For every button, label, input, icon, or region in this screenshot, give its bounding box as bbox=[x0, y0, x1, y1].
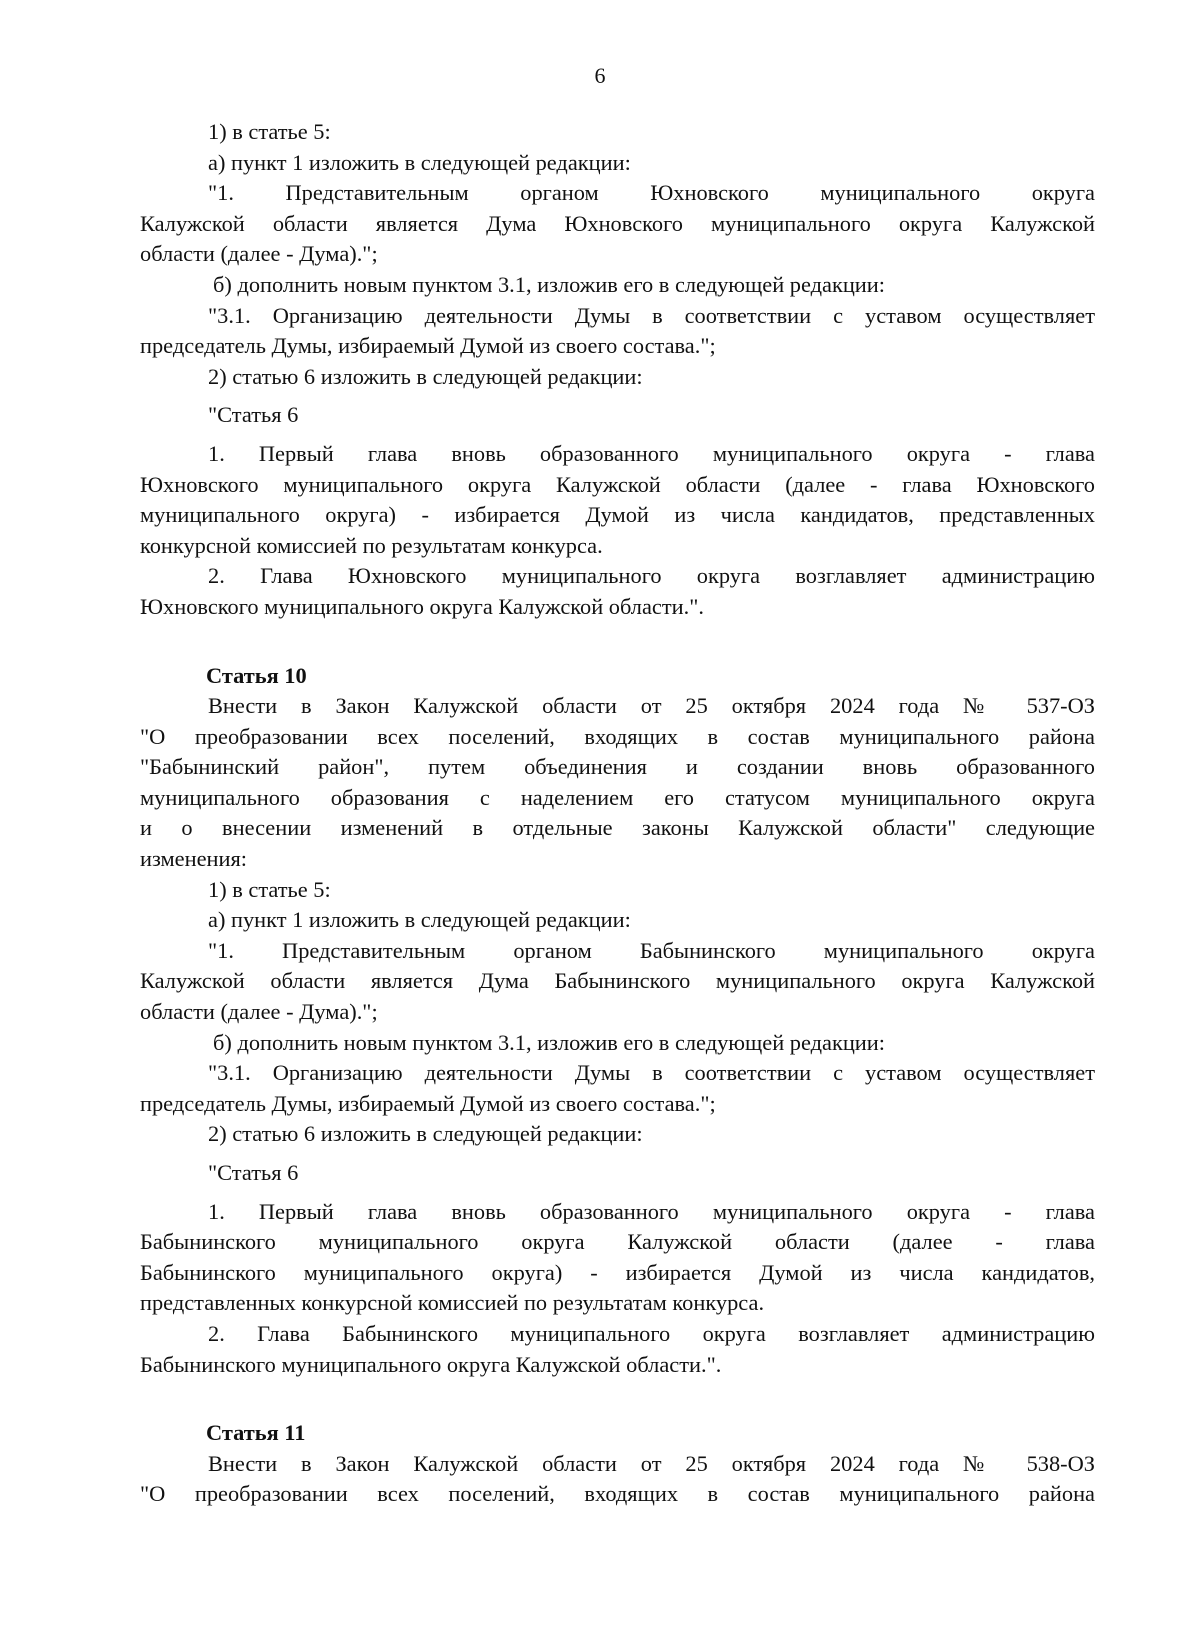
text-line: Бабынинского муниципального округа Калужской области (далее - глава bbox=[140, 1229, 1095, 1255]
text-line: Бабынинского муниципального округа) - избирается Думой из числа кандидатов, bbox=[140, 1259, 1095, 1285]
text-line: Юхновского муниципального округа Калужской области (далее - глава Юхновского bbox=[140, 471, 1095, 497]
text-line: Внести в Закон Калужской области от 25 октября 2024 года № 538-ОЗ bbox=[208, 1450, 1095, 1476]
text-line: Юхновского муниципального округа Калужской области.". bbox=[140, 593, 704, 619]
text-line: а) пункт 1 изложить в следующей редакции: bbox=[208, 149, 631, 175]
text-line: 1) в статье 5: bbox=[208, 876, 331, 902]
text-line: "О преобразовании всех поселений, входящих в состав муниципального района bbox=[140, 723, 1095, 749]
article-heading: Статья 10 bbox=[206, 662, 307, 688]
text-line: муниципального образования с наделением его статусом муниципального округа bbox=[140, 784, 1095, 810]
text-line: 2) статью 6 изложить в следующей редакции: bbox=[208, 1121, 643, 1147]
text-line: 1) в статье 5: bbox=[208, 119, 331, 144]
text-line: Бабынинского муниципального округа Калужской области.". bbox=[140, 1351, 722, 1377]
text-line: а) пункт 1 изложить в следующей редакции: bbox=[208, 907, 631, 933]
text-line: Внести в Закон Калужской области от 25 октября 2024 года № 537-ОЗ bbox=[208, 693, 1095, 719]
text-line: "Статья 6 bbox=[208, 402, 299, 428]
text-line: области (далее - Дума)."; bbox=[140, 241, 378, 267]
text-line: 2. Глава Бабынинского муниципального округа возглавляет администрацию bbox=[208, 1320, 1095, 1346]
text-line: изменения: bbox=[140, 846, 248, 872]
text-line: 1. Первый глава вновь образованного муниципального округа - глава bbox=[208, 440, 1095, 466]
text-line: муниципального округа) - избирается Думой из числа кандидатов, представленных bbox=[140, 502, 1095, 528]
text-line: "3.1. Организацию деятельности Думы в соответствии с уставом осуществляет bbox=[208, 302, 1095, 328]
text-line: "Бабынинский район", путем объединения и создании вновь образованного bbox=[140, 754, 1095, 780]
text-line: области (далее - Дума)."; bbox=[140, 999, 378, 1025]
document-body bbox=[140, 117, 1095, 1510]
article-heading: Статья 11 bbox=[206, 1420, 306, 1446]
text-line: 2) статью 6 изложить в следующей редакции: bbox=[208, 363, 643, 389]
text-line: Калужской области является Дума Юхновского муниципального округа Калужской bbox=[140, 210, 1095, 236]
text-line: "1. Представительным органом Бабынинского муниципального округа bbox=[208, 937, 1095, 963]
text-line: представленных конкурсной комиссией по результатам конкурса. bbox=[140, 1290, 765, 1316]
text-line: 1. Первый глава вновь образованного муниципального округа - глава bbox=[208, 1198, 1095, 1224]
text-line: "Статья 6 bbox=[208, 1160, 299, 1185]
text-line: и о внесении изменений в отдельные законы Калужской области" следующие bbox=[140, 815, 1095, 841]
text-line: "О преобразовании всех поселений, входящих в состав муниципального района bbox=[140, 1481, 1095, 1507]
text-line: б) дополнить новым пунктом 3.1, изложив его в следующей редакции: bbox=[213, 1029, 885, 1055]
text-line: председатель Думы, избираемый Думой из своего состава."; bbox=[140, 1090, 716, 1116]
text-line: "1. Представительным органом Юхновского муниципального округа bbox=[208, 180, 1095, 206]
text-line: б) дополнить новым пунктом 3.1, изложив его в следующей редакции: bbox=[213, 271, 885, 297]
text-line: конкурсной комиссией по результатам конкурса. bbox=[140, 532, 603, 558]
text-line: председатель Думы, избираемый Думой из своего состава."; bbox=[140, 333, 716, 359]
text-line: "3.1. Организацию деятельности Думы в соответствии с уставом осуществляет bbox=[208, 1060, 1095, 1086]
page-number: 6 bbox=[594, 63, 606, 88]
text-line: 2. Глава Юхновского муниципального округа возглавляет администрацию bbox=[208, 563, 1095, 589]
text-line: Калужской области является Дума Бабынинского муниципального округа Калужской bbox=[140, 968, 1095, 994]
